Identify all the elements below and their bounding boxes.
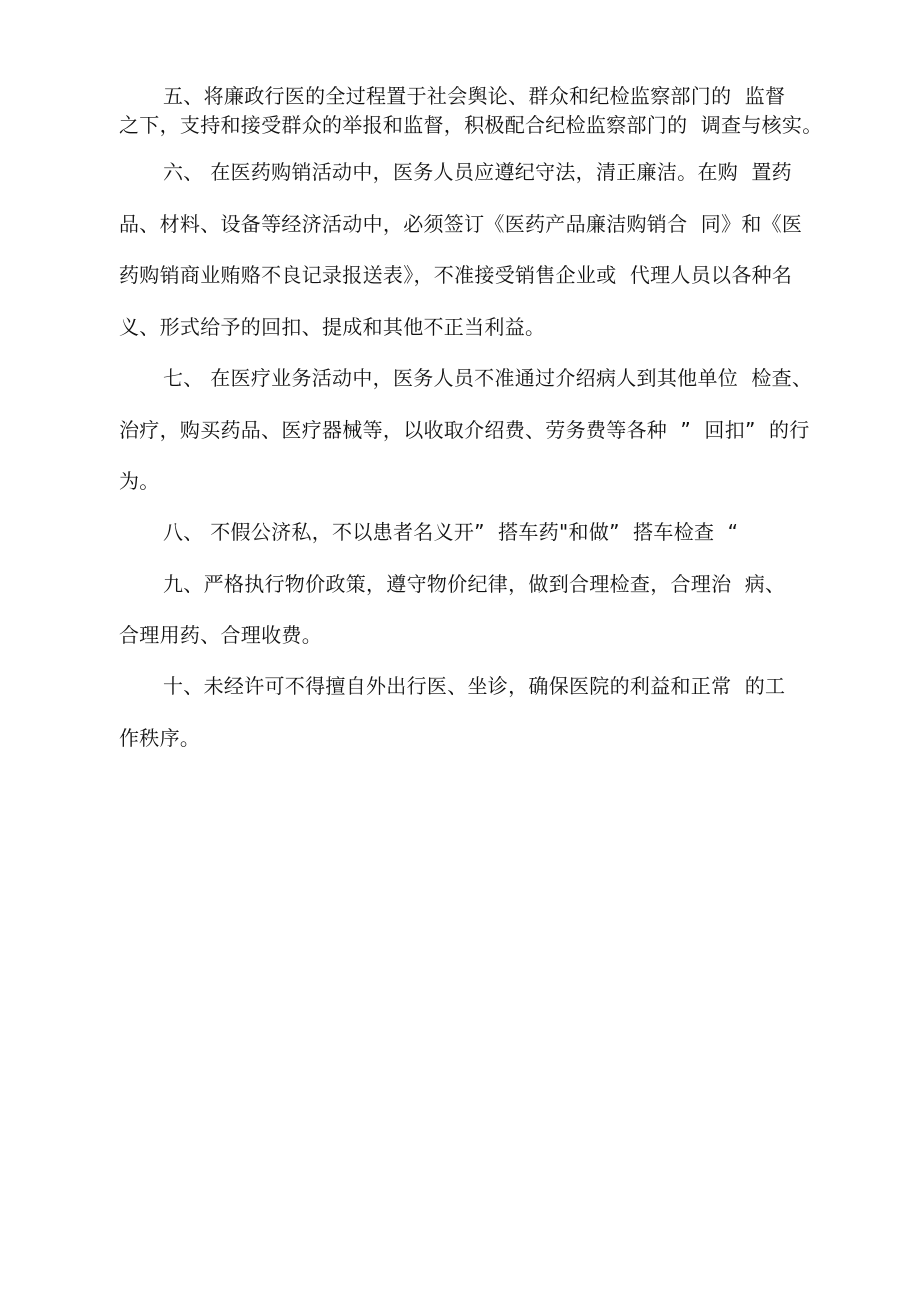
paragraph-5-line-1: 五、将廉政行医的全过程置于社会舆论、群众和纪检监察部门的 监督: [163, 84, 786, 108]
paragraph-7-line-3: 为。: [119, 469, 160, 493]
paragraph-10-line-2: 作秩序。: [119, 726, 201, 750]
paragraph-6-line-3: 药购销商业贿赂不良记录报送表》，不准接受销售企业或 代理人员以各种名: [119, 263, 793, 287]
paragraph-5-line-2: 之下，支持和接受群众的举报和监督，积极配合纪检监察部门的 调查与核实。: [119, 113, 823, 137]
paragraph-7-line-1: 七、 在医疗业务活动中，医务人员不准通过介绍病人到其他单位 检查、: [163, 366, 813, 390]
paragraph-9-line-2: 合理用药、合理收费。: [119, 623, 322, 647]
paragraph-6-line-1: 六、 在医药购销活动中，医务人员应遵纪守法，清正廉洁。在购 置药: [163, 160, 792, 184]
paragraph-9-line-1: 九、严格执行物价政策，遵守物价纪律，做到合理检查，合理治 病、: [163, 572, 786, 596]
paragraph-10-line-1: 十、未经许可不得擅自外出行医、坐诊，确保医院的利益和正常 的工: [163, 674, 786, 698]
paragraph-6-line-4: 义、形式给予的回扣、提成和其他不正当利益。: [119, 315, 546, 339]
paragraph-7-line-2: 治疗，购买药品、医疗器械等，以收取介绍费、劳务费等各种 ” 回扣” 的行: [119, 418, 810, 442]
paragraph-6-line-2: 品、材料、设备等经济活动中，必须签订《医药产品廉洁购销合 同》和《医: [119, 212, 803, 236]
paragraph-8-line-1: 八、 不假公济私，不以患者名义开” 搭车药"和做” 搭车检查 “: [163, 520, 739, 544]
